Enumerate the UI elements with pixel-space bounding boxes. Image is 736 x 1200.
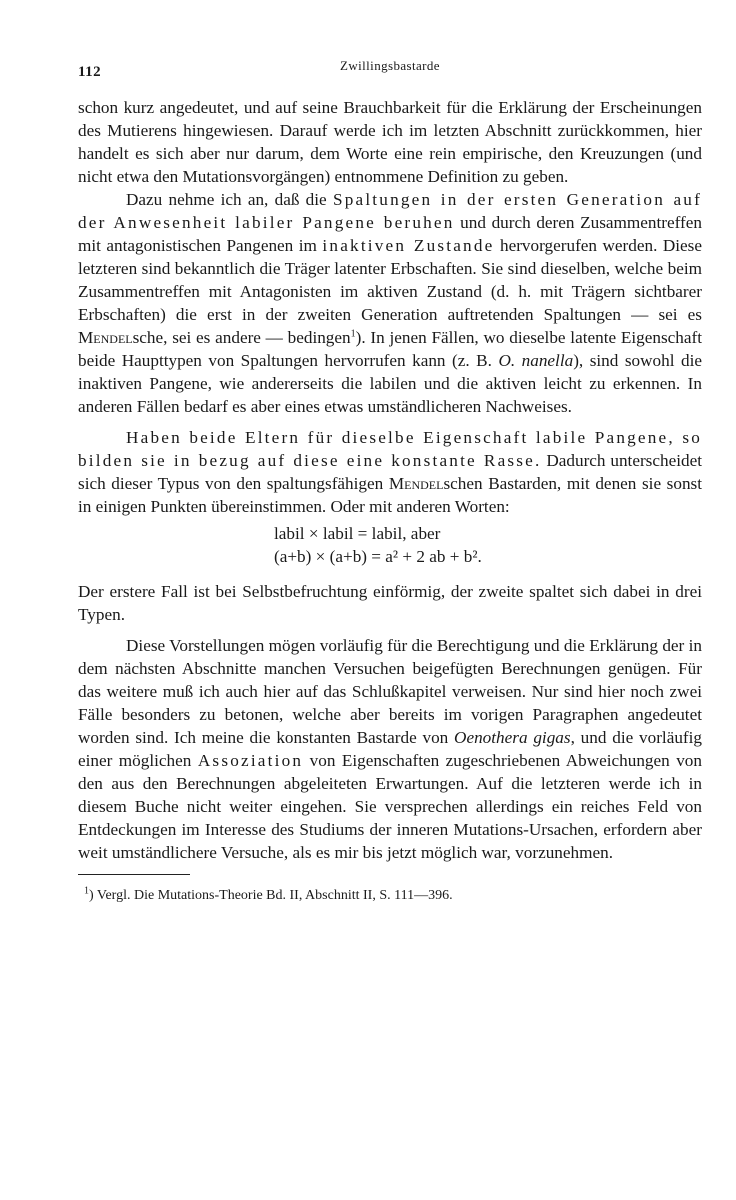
page-header: [78, 58, 702, 88]
emphasis-spaced: Assoziation: [197, 751, 304, 770]
footnote-divider: [78, 874, 190, 875]
author-name-smallcaps: Mendel: [78, 328, 133, 347]
text-run: hervorgerufen werden. Diese letzteren sind bekanntlich die Träger latenter Erbschaften. Sie sind dieselben, welche beim Zusammentreffen mit Antagonisten im aktiven Zustand (d. h. mit Trägern sichtbarer Erbschaften) die erst in der zweiten Generation auftretenden Spaltungen — sei es: [78, 236, 703, 324]
text-run: ), sind sowohl die inaktiven Pangene, wie andererseits die labilen und die aktiven leicht zu erkennen. In anderen Fällen bedarf es aber eines etwas umständlicheren Nachweises.: [78, 351, 703, 416]
emphasis-spaced: Haben beide Eltern für dieselbe Eigenschaft labile Pangene, so bilden sie in bezug auf diese eine konstante Rasse.: [78, 428, 702, 470]
paragraph-2: [78, 188, 702, 418]
text-run: sche, sei es andere — bedingen: [132, 328, 351, 347]
text-run: , und die vorläufig einer möglichen: [78, 728, 703, 770]
body-text: [78, 96, 702, 518]
species-name-italic: Oenothera gigas: [454, 728, 571, 747]
footnote: [78, 887, 702, 905]
paragraph-3: [78, 426, 702, 518]
text-run: Dazu nehme ich an, daß die: [126, 190, 333, 209]
text-run: von Eigenschaften zugeschriebenen Abweichungen von den aus den Berechnungen abgeleiteten Erwartungen. Auf die letzteren werde ich in diesem Buche nicht weiter eingehen. Sie versprechen allerdings ein reiches Feld von Entdeckungen im Interesse des Studiums der inneren Mutations-Ursachen, erfordern aber weit umständlichere Versuche, als es mir bis jetzt möglich war, vorzunehmen.: [78, 751, 702, 862]
formula-line-2: (a+b) × (a+b) = a² + 2 ab + b².: [274, 547, 482, 566]
footnote-reference: 1: [350, 328, 356, 340]
text-run: ). In jenen Fällen, wo dieselbe latente Eigenschaft beide Haupttypen von Spaltungen hervorrufen kann (z. B.: [78, 328, 702, 370]
paragraph-4: Der erstere Fall ist bei Selbstbefruchtung einförmig, der zweite spaltet sich dabei in drei Typen.: [78, 582, 702, 624]
book-page: [78, 58, 702, 905]
formula-block: [78, 522, 702, 568]
text-run: Dadurch unterscheidet sich dieser Typus von den spaltungsfähigen: [78, 451, 702, 493]
text-run: schen Bastarden, mit denen sie sonst in einigen Punkten übereinstimmen. Oder mit anderen Worten:: [78, 474, 703, 516]
author-name-smallcaps: Mendel: [388, 474, 444, 493]
formula-line-1: labil × labil = labil, aber: [274, 524, 441, 543]
species-name-italic: O. nanella: [498, 351, 574, 370]
paragraph-5: [78, 634, 702, 864]
emphasis-spaced: inaktiven Zustande: [322, 236, 495, 255]
footnote-text: ) Vergl. Die Mutations-Theorie Bd. II, Abschnitt II, S. 111—396.: [89, 888, 453, 903]
footnote-marker: 1: [84, 885, 89, 897]
text-run: und durch deren Zusammentreffen mit antagonistischen Pangenen im: [78, 213, 702, 255]
running-title: Zwillingsbastarde: [340, 58, 440, 73]
page-number: 112: [78, 64, 102, 80]
body-text-continued: [78, 580, 702, 864]
text-run: Diese Vorstellungen mögen vorläufig für die Berechtigung und die Erklärung der in dem nächsten Abschnitte manchen Versuchen beigefügten Berechnungen genügen. Für das weitere muß ich auch hier auf das Schlußkapitel verweisen. Nur sind hier noch zwei Fälle besonders zu betonen, welche aber bereits im vorigen Paragraphen angedeutet worden sind. Ich meine die konstanten Bastarde von: [78, 636, 702, 747]
paragraph-1: schon kurz angedeutet, und auf seine Brauchbarkeit für die Erklärung der Erscheinungen des Mutierens hingewiesen. Darauf werde ich im letzten Abschnitt zurückkommen, hier handelt es sich aber nur darum, dem Worte eine rein empirische, den Kreuzungen (und nicht etwa den Mutationsvorgängen) entnommene Definition zu geben.: [78, 98, 702, 186]
emphasis-spaced: Spaltungen in der ersten Generation auf der Anwesenheit labiler Pangene beruhen: [78, 190, 702, 232]
